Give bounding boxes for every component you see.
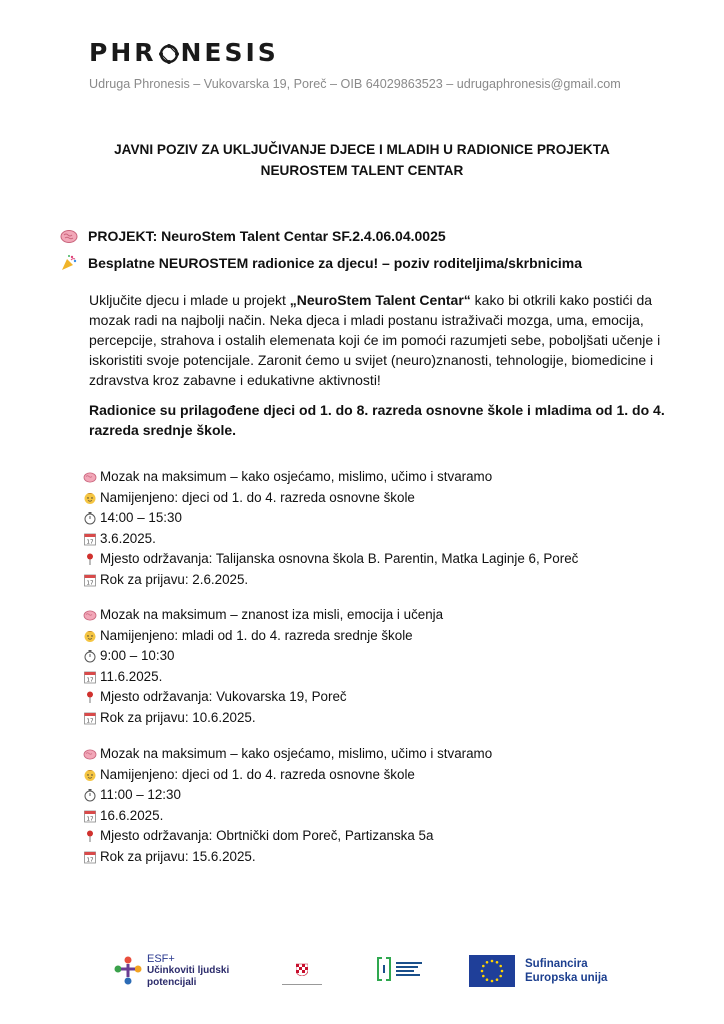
title-line-1: JAVNI POZIV ZA UKLJUČIVANJE DJECE I MLADIH U RADIONICE PROJEKTA: [114, 142, 610, 157]
brain-icon: [60, 227, 78, 245]
bracket-mark-icon: [376, 956, 392, 982]
workshop-time-row: [83, 785, 492, 806]
child-face-icon: [83, 768, 97, 782]
party-popper-icon: [60, 254, 78, 272]
workshop-block: [83, 605, 443, 728]
workshop-audience-row: [83, 765, 492, 786]
workshop-title-row: [83, 467, 578, 488]
stopwatch-icon: [83, 511, 97, 525]
brain-icon: [83, 470, 97, 484]
intro-paragraph: [89, 290, 669, 390]
croatian-coat-of-arms-icon: [296, 962, 308, 976]
workshop-deadline-row: [83, 570, 578, 591]
eu-line-2: Europska unija: [525, 972, 608, 984]
esf-line-1: Učinkoviti ljudski: [147, 965, 230, 976]
brain-icon: [83, 608, 97, 622]
project-text: PROJEKT: NeuroStem Talent Centar SF.2.4.06.04.0025: [88, 228, 446, 244]
workshop-date-row: [83, 667, 443, 688]
workshop-title-row: [83, 744, 492, 765]
workshop-deadline: Rok za prijavu: 15.6.2025.: [100, 848, 256, 864]
spiral-calendar-icon: [83, 573, 97, 587]
intro-before: Uključite djecu i mlade u projekt: [89, 292, 290, 308]
intro-project-name: „NeuroStem Talent Centar“: [289, 292, 471, 308]
document-title: [0, 139, 724, 181]
workshop-place: Mjesto održavanja: Talijanska osnovna škola B. Parentin, Matka Laginje 6, Poreč: [100, 551, 579, 566]
svg-text:17: 17: [86, 857, 94, 864]
workshop-title: Mozak na maksimum – kako osjećamo, mislimo, učimo i stvaramo: [100, 746, 493, 761]
croatia-government-logo: [279, 962, 325, 989]
stopwatch-icon: [83, 649, 97, 663]
logo-network-icon: [158, 42, 180, 64]
svg-text:17: 17: [86, 816, 94, 823]
brain-icon: [83, 747, 97, 761]
workshop-audience: Namijenjeno: djeci od 1. do 4. razreda osnovne škole: [100, 489, 415, 505]
workshop-date-row: [83, 806, 492, 827]
workshop-title-row: [83, 605, 443, 626]
workshop-deadline: Rok za prijavu: 10.6.2025.: [100, 709, 256, 725]
logo-text-left: PHR: [89, 38, 157, 67]
workshop-place: Mjesto održavanja: Vukovarska 19, Poreč: [100, 689, 347, 704]
svg-text:17: 17: [86, 677, 94, 684]
esf-plus-label: ESF+: [147, 953, 175, 965]
esf-plus-logo: [113, 953, 229, 989]
workshop-deadline-row: [83, 847, 492, 868]
spiral-calendar-icon: [83, 711, 97, 725]
workshop-audience: Namijenjeno: mladi od 1. do 4. razreda srednje škole: [100, 627, 413, 643]
round-pushpin-icon: [83, 552, 97, 566]
workshop-date-row: [83, 529, 578, 550]
workshop-date: 11.6.2025.: [100, 668, 163, 684]
workshop-time: 9:00 – 10:30: [100, 648, 175, 663]
workshop-deadline: Rok za prijavu: 2.6.2025.: [100, 571, 249, 587]
workshop-date: 3.6.2025.: [100, 530, 156, 546]
invite-text: Besplatne NEUROSTEM radionice za djecu! – poziv roditeljima/skrbnicima: [88, 255, 583, 271]
calendar-icon: [83, 809, 97, 823]
national-foundation-logo: [376, 956, 426, 982]
eu-flag-icon: [469, 955, 515, 987]
workshop-time-row: [83, 508, 578, 529]
workshop-audience: Namijenjeno: djeci od 1. do 4. razreda osnovne škole: [100, 766, 415, 782]
esf-figure-icon: [113, 955, 143, 987]
workshop-place-row: [83, 549, 578, 570]
title-line-2: NEUROSTEM TALENT CENTAR: [260, 163, 464, 178]
workshop-block: [83, 467, 578, 590]
workshop-block: [83, 744, 492, 867]
child-face-icon: [83, 491, 97, 505]
workshop-time: 11:00 – 12:30: [100, 787, 181, 802]
stopwatch-icon: [83, 788, 97, 802]
svg-text:17: 17: [86, 718, 94, 725]
funding-footer: [0, 950, 724, 1000]
spiral-calendar-icon: [83, 850, 97, 864]
workshop-time-row: [83, 646, 443, 667]
calendar-icon: [83, 670, 97, 684]
workshop-audience-row: [83, 626, 443, 647]
workshop-deadline-row: [83, 708, 443, 729]
intro-after: kako bi otkrili kako postići da mozak radi na najbolji način. Neka djeca i mladi postanu istraživači mozga, uma, emocija, percepcije, strahova i ostalih elemenata koji će im pomoći razumjeti sebe, poboljšati učenje i iskoristiti svoje potencijale. Zaronit ćemo u svijet (neuro)znanosti, tehnologije, biomedicine i zdravstva kroz zabavne i edukativne aktivnosti!: [89, 292, 661, 388]
workshop-title: Mozak na maksimum – kako osjećamo, mislimo, učimo i stvaramo: [100, 469, 493, 484]
workshop-time: 14:00 – 15:30: [100, 510, 182, 525]
svg-text:17: 17: [86, 539, 94, 546]
calendar-icon: [83, 532, 97, 546]
child-face-icon: [83, 629, 97, 643]
workshop-audience-row: [83, 488, 578, 509]
workshop-date: 16.6.2025.: [100, 807, 164, 823]
esf-line-2: potencijali: [147, 977, 197, 988]
round-pushpin-icon: [83, 690, 97, 704]
project-line: [60, 227, 446, 245]
workshop-place-row: [83, 687, 443, 708]
round-pushpin-icon: [83, 829, 97, 843]
workshop-title: Mozak na maksimum – znanost iza misli, emocija i učenja: [100, 607, 444, 622]
logo-text-right: NESIS: [180, 38, 279, 67]
invite-line: [60, 254, 582, 272]
eu-cofunding-logo: [469, 955, 607, 987]
age-note: Radionice su prilagođene djeci od 1. do 8. razreda osnovne škole i mladima od 1. do 4. razreda srednje škole.: [89, 402, 665, 438]
workshop-place-row: [83, 826, 492, 847]
workshop-place: Mjesto održavanja: Obrtnički dom Poreč, Partizanska 5a: [100, 828, 434, 843]
eu-line-1: Sufinancira: [525, 958, 588, 970]
phronesis-logo: [89, 38, 279, 67]
svg-text:17: 17: [86, 580, 94, 587]
organization-info: Udruga Phronesis – Vukovarska 19, Poreč – OIB 64029863523 – udrugaphronesis@gmail.com: [89, 77, 621, 91]
